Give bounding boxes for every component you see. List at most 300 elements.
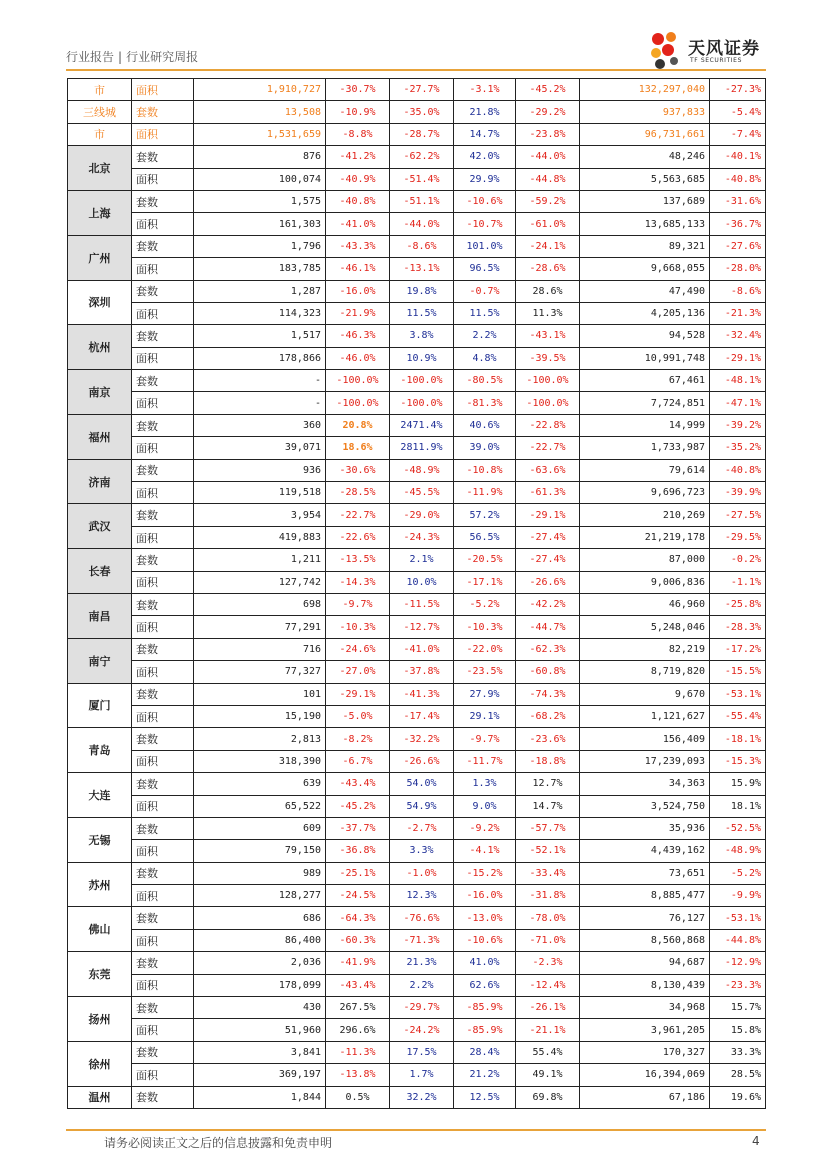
metric-label: 套数 (132, 952, 194, 974)
pct-cell: -32.4% (710, 325, 766, 347)
pct-cell: -21.9% (326, 302, 390, 324)
pct-cell: 2.2% (454, 325, 516, 347)
value-cell: 79,150 (194, 840, 326, 862)
footer-rule (66, 1129, 766, 1131)
metric-label: 面积 (132, 795, 194, 817)
pct-cell: -85.9% (454, 997, 516, 1019)
value-cell: 100,074 (194, 168, 326, 190)
volume-cell: 47,490 (580, 280, 710, 302)
pct-cell: -24.1% (516, 235, 580, 257)
metric-label: 套数 (132, 638, 194, 660)
value-cell: 183,785 (194, 258, 326, 280)
pct-cell: 69.8% (516, 1086, 580, 1108)
metric-label: 套数 (132, 593, 194, 615)
pct-cell: -53.1% (710, 907, 766, 929)
city-sales-table (67, 78, 766, 1109)
value-cell: 2,813 (194, 728, 326, 750)
table-row (68, 526, 766, 548)
pct-cell: 21.2% (454, 1064, 516, 1086)
volume-cell: 73,651 (580, 862, 710, 884)
pct-cell: -71.3% (390, 929, 454, 951)
pct-cell: -10.3% (454, 616, 516, 638)
pct-cell: -3.1% (454, 79, 516, 101)
pct-cell: -28.6% (516, 258, 580, 280)
pct-cell: -18.8% (516, 750, 580, 772)
pct-cell: 96.5% (454, 258, 516, 280)
value-cell: 15,190 (194, 705, 326, 727)
pct-cell: -21.1% (516, 1019, 580, 1041)
pct-cell: 0.5% (326, 1086, 390, 1108)
city-name: 青岛 (68, 728, 132, 773)
pct-cell: 62.6% (454, 974, 516, 996)
pct-cell: 42.0% (454, 146, 516, 168)
metric-label: 套数 (132, 190, 194, 212)
pct-cell: 19.6% (710, 1086, 766, 1108)
tier-row (68, 79, 766, 101)
company-logo (648, 30, 768, 70)
pct-cell: -13.1% (390, 258, 454, 280)
pct-cell: -40.8% (326, 190, 390, 212)
table-row (68, 1019, 766, 1041)
pct-cell: 11.3% (516, 302, 580, 324)
pct-cell: 28.5% (710, 1064, 766, 1086)
value-cell: 13,508 (194, 101, 326, 123)
pct-cell: -29.1% (516, 504, 580, 526)
volume-cell: 94,687 (580, 952, 710, 974)
pct-cell: -78.0% (516, 907, 580, 929)
pct-cell: 2811.9% (390, 437, 454, 459)
volume-cell: 132,297,040 (580, 79, 710, 101)
pct-cell: 9.0% (454, 795, 516, 817)
pct-cell: 21.3% (390, 952, 454, 974)
pct-cell: -15.5% (710, 661, 766, 683)
pct-cell: 101.0% (454, 235, 516, 257)
pct-cell: 21.8% (454, 101, 516, 123)
pct-cell: -100.0% (516, 392, 580, 414)
volume-cell: 156,409 (580, 728, 710, 750)
volume-cell: 67,186 (580, 1086, 710, 1108)
pct-cell: -12.9% (710, 952, 766, 974)
volume-cell: 3,524,750 (580, 795, 710, 817)
pct-cell: -8.6% (390, 235, 454, 257)
table-row (68, 325, 766, 347)
metric-label: 面积 (132, 974, 194, 996)
metric-label: 面积 (132, 482, 194, 504)
pct-cell: 33.3% (710, 1041, 766, 1063)
value-cell: - (194, 370, 326, 392)
pct-cell: -24.2% (390, 1019, 454, 1041)
pct-cell: -41.9% (326, 952, 390, 974)
table-row (68, 414, 766, 436)
logo-name-en: TF SECURITIES (690, 57, 742, 64)
value-cell: 39,071 (194, 437, 326, 459)
volume-cell: 67,461 (580, 370, 710, 392)
pct-cell: -5.4% (710, 101, 766, 123)
pct-cell: -27.0% (326, 661, 390, 683)
metric-label: 套数 (132, 504, 194, 526)
volume-cell: 5,248,046 (580, 616, 710, 638)
pct-cell: -0.2% (710, 549, 766, 571)
table-row (68, 302, 766, 324)
metric-label: 套数 (132, 862, 194, 884)
pct-cell: -0.7% (454, 280, 516, 302)
metric-label: 面积 (132, 705, 194, 727)
metric-label: 面积 (132, 840, 194, 862)
pct-cell: -61.0% (516, 213, 580, 235)
pct-cell: -57.7% (516, 817, 580, 839)
volume-cell: 35,936 (580, 817, 710, 839)
table-row (68, 817, 766, 839)
table-row (68, 392, 766, 414)
pct-cell: 55.4% (516, 1041, 580, 1063)
value-cell: 86,400 (194, 929, 326, 951)
metric-label: 套数 (132, 549, 194, 571)
pct-cell: -10.7% (454, 213, 516, 235)
pct-cell: -16.0% (326, 280, 390, 302)
pct-cell: -29.1% (326, 683, 390, 705)
pct-cell: -45.2% (516, 79, 580, 101)
pct-cell: -41.2% (326, 146, 390, 168)
pct-cell: -51.4% (390, 168, 454, 190)
pct-cell: -15.3% (710, 750, 766, 772)
pct-cell: -46.3% (326, 325, 390, 347)
table-row (68, 459, 766, 481)
pct-cell: -41.0% (390, 638, 454, 660)
pct-cell: -36.8% (326, 840, 390, 862)
metric-label: 套数 (132, 907, 194, 929)
metric-label: 面积 (132, 929, 194, 951)
metric-label: 面积 (132, 123, 194, 145)
pct-cell: -44.7% (516, 616, 580, 638)
pct-cell: -22.8% (516, 414, 580, 436)
pct-cell: -5.2% (454, 593, 516, 615)
pct-cell: -29.1% (710, 347, 766, 369)
metric-label: 面积 (132, 437, 194, 459)
pct-cell: -100.0% (326, 370, 390, 392)
pct-cell: 15.8% (710, 1019, 766, 1041)
pct-cell: -24.5% (326, 885, 390, 907)
value-cell: 1,844 (194, 1086, 326, 1108)
pct-cell: -11.7% (454, 750, 516, 772)
table-row (68, 593, 766, 615)
pct-cell: 11.5% (390, 302, 454, 324)
metric-label: 面积 (132, 213, 194, 235)
pct-cell: -37.8% (390, 661, 454, 683)
pct-cell: -28.5% (326, 482, 390, 504)
pct-cell: -52.5% (710, 817, 766, 839)
city-name: 武汉 (68, 504, 132, 549)
value-cell: 1,287 (194, 280, 326, 302)
pct-cell: 32.2% (390, 1086, 454, 1108)
pct-cell: -36.7% (710, 213, 766, 235)
pct-cell: -10.8% (454, 459, 516, 481)
table-row (68, 504, 766, 526)
pct-cell: -46.1% (326, 258, 390, 280)
metric-label: 套数 (132, 370, 194, 392)
value-cell: 119,518 (194, 482, 326, 504)
pct-cell: -64.3% (326, 907, 390, 929)
metric-label: 套数 (132, 280, 194, 302)
pct-cell: -40.8% (710, 168, 766, 190)
tier-label: 三线城 (68, 101, 132, 123)
pct-cell: -43.4% (326, 974, 390, 996)
table-row (68, 773, 766, 795)
volume-cell: 21,219,178 (580, 526, 710, 548)
pct-cell: -9.7% (454, 728, 516, 750)
pct-cell: -28.0% (710, 258, 766, 280)
pct-cell: -23.8% (516, 123, 580, 145)
volume-cell: 34,968 (580, 997, 710, 1019)
city-name: 扬州 (68, 997, 132, 1042)
pct-cell: -1.1% (710, 571, 766, 593)
pct-cell: -10.3% (326, 616, 390, 638)
table-row (68, 750, 766, 772)
pct-cell: -68.2% (516, 705, 580, 727)
pct-cell: -5.0% (326, 705, 390, 727)
volume-cell: 937,833 (580, 101, 710, 123)
pct-cell: 18.6% (326, 437, 390, 459)
pct-cell: -44.0% (516, 146, 580, 168)
metric-label: 套数 (132, 101, 194, 123)
table-row (68, 661, 766, 683)
volume-cell: 8,130,439 (580, 974, 710, 996)
pct-cell: -4.1% (454, 840, 516, 862)
pct-cell: -27.3% (710, 79, 766, 101)
pct-cell: -20.5% (454, 549, 516, 571)
metric-label: 面积 (132, 661, 194, 683)
metric-label: 套数 (132, 1041, 194, 1063)
volume-cell: 8,560,868 (580, 929, 710, 951)
pct-cell: -45.2% (326, 795, 390, 817)
table-row (68, 705, 766, 727)
pct-cell: -9.7% (326, 593, 390, 615)
value-cell: 1,796 (194, 235, 326, 257)
value-cell: 1,910,727 (194, 79, 326, 101)
pct-cell: -47.1% (710, 392, 766, 414)
volume-cell: 7,724,851 (580, 392, 710, 414)
metric-label: 面积 (132, 571, 194, 593)
pct-cell: -31.8% (516, 885, 580, 907)
pct-cell: -48.9% (710, 840, 766, 862)
pct-cell: 12.5% (454, 1086, 516, 1108)
table-row (68, 929, 766, 951)
pct-cell: -26.6% (516, 571, 580, 593)
pct-cell: -24.3% (390, 526, 454, 548)
value-cell: 318,390 (194, 750, 326, 772)
pct-cell: -44.8% (710, 929, 766, 951)
value-cell: 989 (194, 862, 326, 884)
pct-cell: -16.0% (454, 885, 516, 907)
pct-cell: -23.6% (516, 728, 580, 750)
city-name: 长春 (68, 549, 132, 594)
volume-cell: 8,885,477 (580, 885, 710, 907)
metric-label: 套数 (132, 773, 194, 795)
volume-cell: 82,219 (580, 638, 710, 660)
pct-cell: -76.6% (390, 907, 454, 929)
metric-label: 面积 (132, 392, 194, 414)
volume-cell: 9,006,836 (580, 571, 710, 593)
table-row (68, 571, 766, 593)
pct-cell: 12.3% (390, 885, 454, 907)
table-row (68, 1041, 766, 1063)
pct-cell: -40.1% (710, 146, 766, 168)
city-name: 温州 (68, 1086, 132, 1108)
pct-cell: -11.9% (454, 482, 516, 504)
pct-cell: -24.6% (326, 638, 390, 660)
pct-cell: 2471.4% (390, 414, 454, 436)
metric-label: 套数 (132, 683, 194, 705)
value-cell: 936 (194, 459, 326, 481)
city-name: 南京 (68, 370, 132, 415)
pct-cell: 15.9% (710, 773, 766, 795)
pct-cell: -30.7% (326, 79, 390, 101)
value-cell: 360 (194, 414, 326, 436)
pct-cell: -28.3% (710, 616, 766, 638)
table-row (68, 840, 766, 862)
metric-label: 面积 (132, 750, 194, 772)
value-cell: 161,303 (194, 213, 326, 235)
volume-cell: 96,731,661 (580, 123, 710, 145)
table-row (68, 616, 766, 638)
city-name: 东莞 (68, 952, 132, 997)
metric-label: 面积 (132, 1064, 194, 1086)
city-name: 上海 (68, 190, 132, 235)
pct-cell: -48.1% (710, 370, 766, 392)
volume-cell: 34,363 (580, 773, 710, 795)
table-row (68, 280, 766, 302)
volume-cell: 16,394,069 (580, 1064, 710, 1086)
pct-cell: -100.0% (390, 392, 454, 414)
pct-cell: -37.7% (326, 817, 390, 839)
metric-label: 套数 (132, 728, 194, 750)
pct-cell: -9.9% (710, 885, 766, 907)
volume-cell: 17,239,093 (580, 750, 710, 772)
value-cell: 1,517 (194, 325, 326, 347)
city-name: 深圳 (68, 280, 132, 325)
table-row (68, 952, 766, 974)
pct-cell: -30.6% (326, 459, 390, 481)
pct-cell: 54.0% (390, 773, 454, 795)
pct-cell: -43.4% (326, 773, 390, 795)
value-cell: 716 (194, 638, 326, 660)
volume-cell: 137,689 (580, 190, 710, 212)
pct-cell: -35.0% (390, 101, 454, 123)
pct-cell: 2.2% (390, 974, 454, 996)
table-row (68, 1064, 766, 1086)
table-row (68, 728, 766, 750)
pct-cell: 14.7% (454, 123, 516, 145)
city-name: 大连 (68, 773, 132, 818)
pct-cell: -9.2% (454, 817, 516, 839)
value-cell: 609 (194, 817, 326, 839)
pct-cell: -26.6% (390, 750, 454, 772)
pct-cell: 12.7% (516, 773, 580, 795)
value-cell: - (194, 392, 326, 414)
pct-cell: -2.3% (516, 952, 580, 974)
table-row (68, 907, 766, 929)
value-cell: 1,211 (194, 549, 326, 571)
table-row (68, 190, 766, 212)
pct-cell: -60.8% (516, 661, 580, 683)
pct-cell: -41.3% (390, 683, 454, 705)
pct-cell: -71.0% (516, 929, 580, 951)
metric-label: 面积 (132, 1019, 194, 1041)
pct-cell: -26.1% (516, 997, 580, 1019)
volume-cell: 4,439,162 (580, 840, 710, 862)
value-cell: 686 (194, 907, 326, 929)
pct-cell: -27.4% (516, 549, 580, 571)
pct-cell: -85.9% (454, 1019, 516, 1041)
pct-cell: 14.7% (516, 795, 580, 817)
pct-cell: -28.7% (390, 123, 454, 145)
pct-cell: -31.6% (710, 190, 766, 212)
pct-cell: -42.2% (516, 593, 580, 615)
pct-cell: -29.2% (516, 101, 580, 123)
volume-cell: 89,321 (580, 235, 710, 257)
pct-cell: -10.6% (454, 929, 516, 951)
value-cell: 65,522 (194, 795, 326, 817)
pct-cell: -44.0% (390, 213, 454, 235)
table-row (68, 974, 766, 996)
pct-cell: -12.4% (516, 974, 580, 996)
pct-cell: 296.6% (326, 1019, 390, 1041)
table-row (68, 347, 766, 369)
pct-cell: -23.3% (710, 974, 766, 996)
pct-cell: -100.0% (390, 370, 454, 392)
value-cell: 639 (194, 773, 326, 795)
volume-cell: 14,999 (580, 414, 710, 436)
volume-cell: 9,670 (580, 683, 710, 705)
pct-cell: -48.9% (390, 459, 454, 481)
header-category: 行业报告 (66, 50, 115, 64)
pct-cell: -29.5% (710, 526, 766, 548)
pct-cell: -40.9% (326, 168, 390, 190)
table-row (68, 482, 766, 504)
city-name: 杭州 (68, 325, 132, 370)
pct-cell: -43.3% (326, 235, 390, 257)
table-row (68, 437, 766, 459)
pct-cell: -27.4% (516, 526, 580, 548)
table-row (68, 549, 766, 571)
value-cell: 3,841 (194, 1041, 326, 1063)
volume-cell: 76,127 (580, 907, 710, 929)
pct-cell: -22.7% (516, 437, 580, 459)
pct-cell: -74.3% (516, 683, 580, 705)
tier-row (68, 123, 766, 145)
volume-cell: 10,991,748 (580, 347, 710, 369)
city-name: 济南 (68, 459, 132, 504)
metric-label: 套数 (132, 235, 194, 257)
pct-cell: 2.1% (390, 549, 454, 571)
pct-cell: -22.0% (454, 638, 516, 660)
pct-cell: -35.2% (710, 437, 766, 459)
volume-cell: 87,000 (580, 549, 710, 571)
pct-cell: -22.7% (326, 504, 390, 526)
pct-cell: 29.1% (454, 705, 516, 727)
table-row (68, 1086, 766, 1108)
value-cell: 101 (194, 683, 326, 705)
tier-label: 市 (68, 123, 132, 145)
volume-cell: 8,719,820 (580, 661, 710, 683)
metric-label: 面积 (132, 79, 194, 101)
city-name: 无锡 (68, 817, 132, 862)
table-row (68, 168, 766, 190)
value-cell: 178,866 (194, 347, 326, 369)
metric-label: 套数 (132, 997, 194, 1019)
pct-cell: -22.6% (326, 526, 390, 548)
table-row (68, 638, 766, 660)
metric-label: 面积 (132, 616, 194, 638)
